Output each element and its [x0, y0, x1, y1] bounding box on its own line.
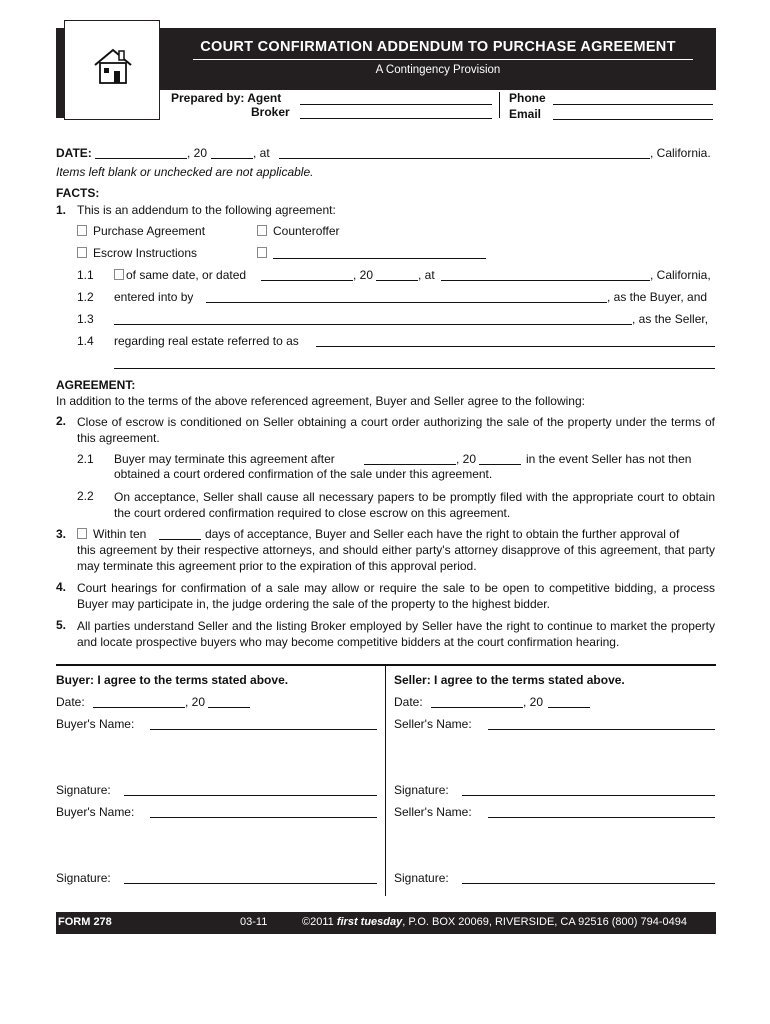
email-label: Email	[509, 107, 542, 121]
buyer-name-label-1: Buyer's Name:	[56, 717, 135, 731]
seller-name-field-1[interactable]	[488, 729, 715, 730]
option-purchase-label: Purchase Agreement	[93, 224, 206, 238]
item-1-1-text: of same date, or dated	[126, 268, 247, 282]
phone-field[interactable]	[553, 104, 713, 105]
item-1-1-at-label: , at	[418, 268, 435, 282]
date-year-prefix: , 20	[187, 146, 208, 160]
seller-agreement-heading: Seller: I agree to the terms stated above.	[394, 673, 625, 687]
item-2-2-number: 2.2	[77, 489, 94, 503]
item-2-1-year-prefix: , 20	[456, 452, 477, 466]
date-year-field[interactable]	[211, 158, 253, 159]
house-icon	[93, 47, 133, 87]
item-1-2-number: 1.2	[77, 290, 94, 304]
seller-year-field[interactable]	[548, 707, 590, 708]
phone-label: Phone	[509, 91, 546, 105]
item-5-number: 5.	[56, 618, 67, 632]
termination-year-field[interactable]	[479, 464, 521, 465]
checkbox-icon[interactable]	[77, 225, 87, 236]
checkbox-icon[interactable]	[257, 225, 267, 236]
buyer-date-label: Date:	[56, 695, 85, 709]
item-3-text-c: this agreement by their respective attorneys, and should either party's attorney disapprove of this agreement, that party may terminate this agreement prior to the expiration of this approval period.	[77, 543, 715, 573]
facts-heading: FACTS:	[56, 186, 100, 200]
buyer-signature-label-1: Signature:	[56, 783, 111, 797]
seller-year-prefix: , 20	[523, 695, 544, 709]
seller-name-label-1: Seller's Name:	[394, 717, 472, 731]
item-1-1-year-field[interactable]	[376, 280, 418, 281]
blank-items-note: Items left blank or unchecked are not applicable.	[56, 165, 314, 179]
buyer-name-field-1[interactable]	[150, 729, 377, 730]
date-label: DATE:	[56, 146, 92, 160]
date-state-suffix: , California.	[650, 146, 711, 160]
seller-signature-field-2[interactable]	[462, 883, 715, 884]
item-1-1-location-field[interactable]	[441, 280, 650, 281]
option-counteroffer[interactable]	[257, 224, 340, 238]
email-field[interactable]	[553, 119, 713, 120]
item-1-3-suffix: , as the Seller,	[632, 312, 709, 326]
date-at-label: , at	[253, 146, 270, 160]
option-escrow-instructions[interactable]	[77, 246, 197, 260]
broker-label: Broker	[251, 105, 290, 119]
buyer-agreement-heading: Buyer: I agree to the terms stated above.	[56, 673, 289, 687]
signature-section-rule	[56, 664, 716, 666]
form-subtitle: A Contingency Provision	[375, 64, 501, 76]
checkbox-icon[interactable]	[257, 247, 267, 258]
item-1-1-date-field[interactable]	[261, 280, 353, 281]
date-location-field[interactable]	[279, 158, 650, 159]
property-field-2[interactable]	[114, 368, 715, 369]
agreement-heading: AGREEMENT:	[56, 378, 136, 392]
approval-days-field[interactable]	[159, 539, 201, 540]
item-1-4-number: 1.4	[77, 334, 94, 348]
footer-band	[56, 912, 716, 934]
item-1-1-number: 1.1	[77, 268, 94, 282]
checkbox-icon[interactable]	[77, 247, 87, 258]
header-divider	[499, 92, 500, 118]
property-field-1[interactable]	[316, 346, 715, 347]
item-2-1-text-d: obtained a court ordered confirmation of the sale under this agreement.	[114, 467, 493, 481]
date-field[interactable]	[95, 158, 187, 159]
seller-date-label: Date:	[394, 695, 423, 709]
item-2-1-number: 2.1	[77, 452, 94, 466]
item-2-1-text-a: Buyer may terminate this agreement after	[114, 452, 335, 466]
item-1-3-number: 1.3	[77, 312, 94, 326]
option-other-field[interactable]	[273, 258, 486, 259]
seller-signature-field-1[interactable]	[462, 795, 715, 796]
signature-divider	[385, 666, 386, 896]
agreement-intro: In addition to the terms of the above referenced agreement, Buyer and Seller agree to the following:	[56, 394, 585, 408]
footer-copyright-line	[302, 916, 687, 928]
buyer-name-label-2: Buyer's Name:	[56, 805, 135, 819]
seller-signature-label-2: Signature:	[394, 871, 449, 885]
option-escrow-label: Escrow Instructions	[93, 246, 198, 260]
buyer-year-field[interactable]	[208, 707, 250, 708]
seller-name-label-2: Seller's Name:	[394, 805, 472, 819]
agent-field[interactable]	[300, 104, 492, 105]
buyer-date-field[interactable]	[93, 707, 185, 708]
seller-date-field[interactable]	[431, 707, 523, 708]
copyright-text: ©2011	[302, 916, 334, 928]
buyer-signature-field-2[interactable]	[124, 883, 377, 884]
item-1-4-text: regarding real estate referred to as	[114, 334, 299, 348]
item-1-1-state-suffix: , California,	[650, 268, 711, 282]
logo-box	[64, 20, 160, 120]
item-2-1-text-c: in the event Seller has not then	[526, 452, 692, 466]
seller-signature-label-1: Signature:	[394, 783, 449, 797]
form-number: FORM 278	[58, 916, 112, 928]
seller-name-field[interactable]	[114, 324, 632, 325]
item-5-text: All parties understand Seller and the listing Broker employed by Seller have the right to continue to market the property and locate prospective buyers who may become competitive bidders at the court confirmation hearing.	[77, 619, 715, 649]
item-1-1-checkbox-wrap[interactable]	[114, 268, 246, 282]
buyer-year-prefix: , 20	[185, 695, 206, 709]
item-1-1-year-prefix: , 20	[353, 268, 374, 282]
buyer-signature-field-1[interactable]	[124, 795, 377, 796]
item-2-text: Close of escrow is conditioned on Seller obtaining a court order authorizing the sale of the property under the terms of this agreement.	[77, 415, 715, 445]
item-3-number: 3.	[56, 527, 67, 541]
broker-field[interactable]	[300, 118, 492, 119]
prepared-by-agent-label: Prepared by: Agent	[171, 91, 282, 105]
form-title: COURT CONFIRMATION ADDENDUM TO PURCHASE AGREEMENT	[200, 39, 676, 55]
buyer-signature-label-2: Signature:	[56, 871, 111, 885]
option-other[interactable]	[257, 246, 273, 260]
checkbox-icon[interactable]	[77, 528, 87, 539]
seller-name-field-2[interactable]	[488, 817, 715, 818]
option-purchase-agreement[interactable]	[77, 224, 205, 238]
publisher-address: , P.O. BOX 20069, RIVERSIDE, CA 92516 (800) 794-0494	[402, 916, 687, 928]
item-2-number: 2.	[56, 414, 67, 428]
item-1-2-suffix: , as the Buyer, and	[607, 290, 708, 304]
item-2-2-text: On acceptance, Seller shall cause all necessary papers to be promptly filed with the appropriate court to obtain the court ordered confirmation required to close escrow on this agreement.	[114, 490, 715, 520]
buyer-name-field[interactable]	[206, 302, 607, 303]
publisher-brand: first tuesday	[336, 916, 403, 928]
form-revision: 03-11	[240, 916, 268, 928]
item-1-number: 1.	[56, 203, 67, 217]
buyer-name-field-2[interactable]	[150, 817, 377, 818]
item-4-text: Court hearings for confirmation of a sale may allow or require the sale to be open to competitive bidding, a process Buyer may participate in, the judge ordering the sale of the property to the highest bidder.	[77, 581, 715, 611]
item-3-checkbox-wrap[interactable]	[77, 527, 146, 541]
item-3-text-a: Within ten	[93, 527, 147, 541]
termination-date-field[interactable]	[364, 464, 456, 465]
item-3-text-b: days of acceptance, Buyer and Seller each have the right to obtain the further approval of	[205, 527, 680, 541]
option-counteroffer-label: Counteroffer	[273, 224, 340, 238]
item-1-2-text: entered into by	[114, 290, 194, 304]
checkbox-icon[interactable]	[114, 269, 124, 280]
item-1-text: This is an addendum to the following agreement:	[77, 203, 336, 217]
item-4-number: 4.	[56, 580, 67, 594]
title-rule	[193, 59, 693, 60]
